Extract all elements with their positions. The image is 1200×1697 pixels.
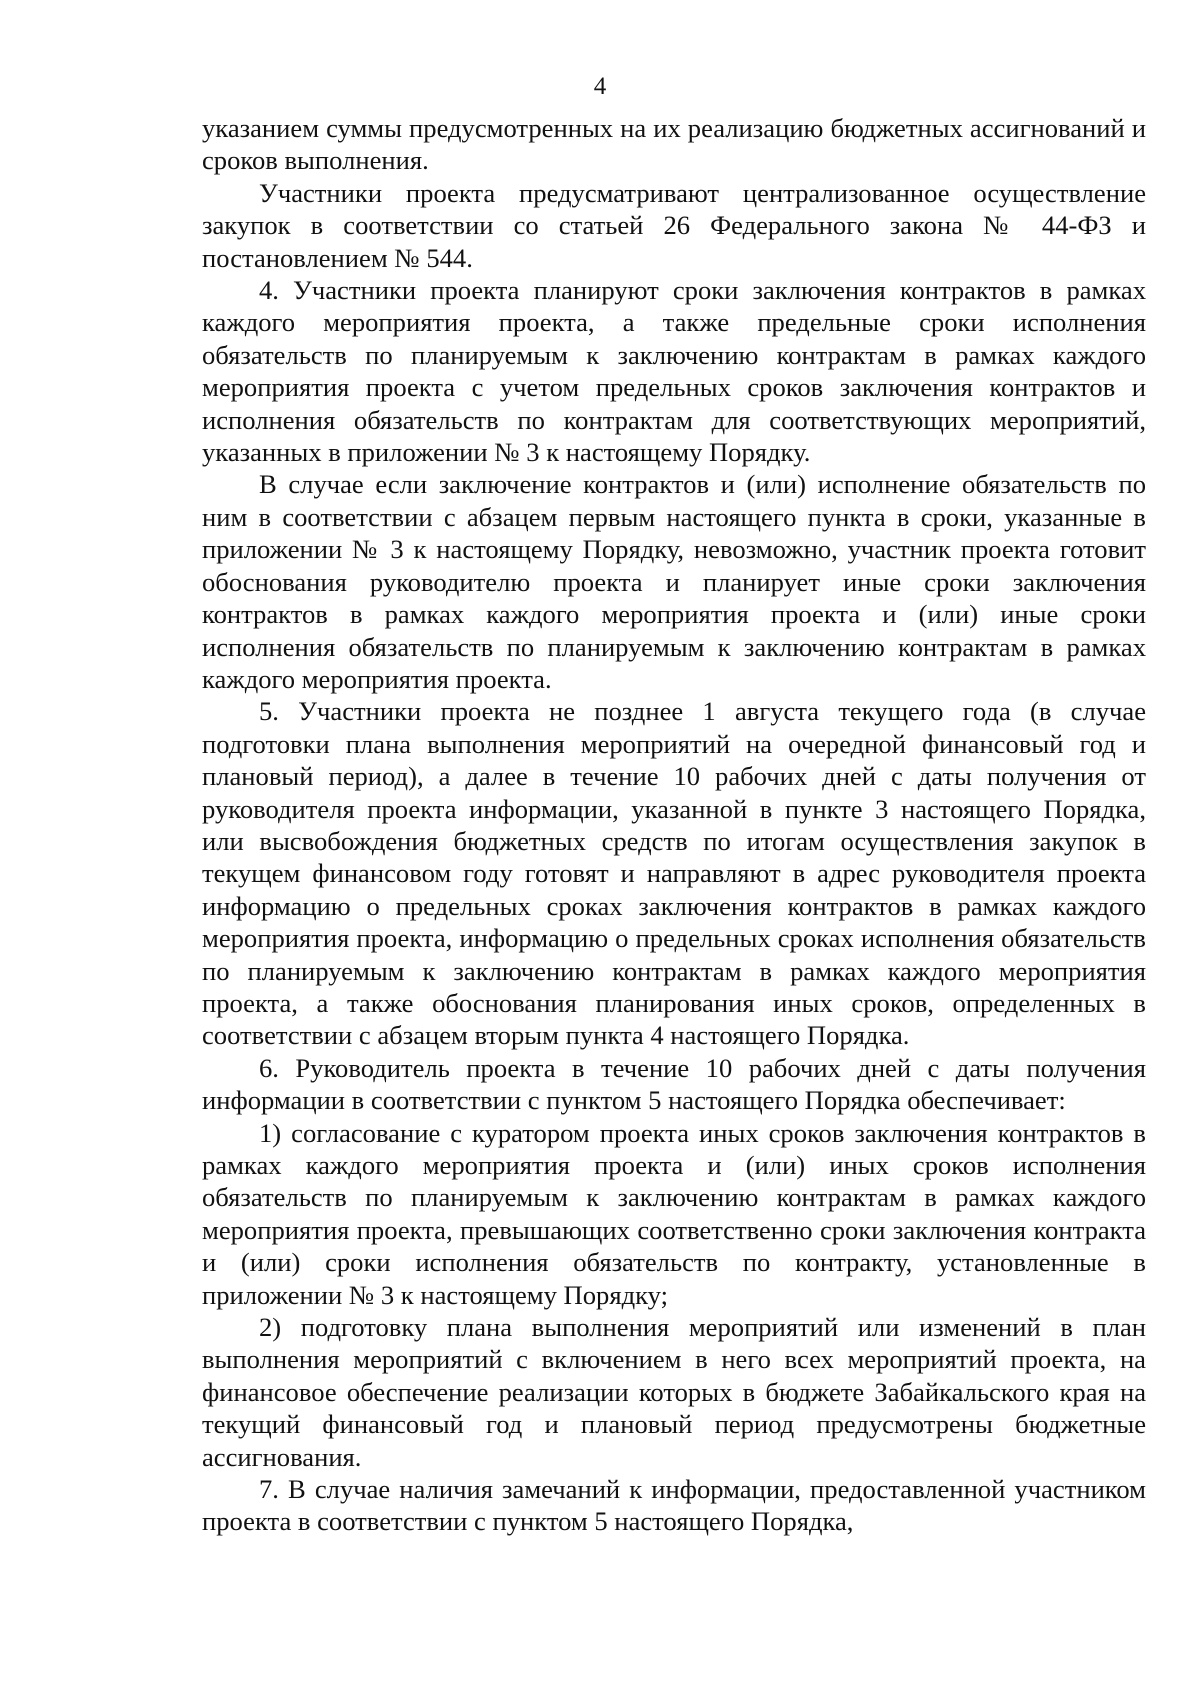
paragraph-item-6: 6. Руководитель проекта в течение 10 рабочих дней с даты получения информации в соответствии с пунктом 5 настоящего Порядка обеспечивает: [202, 1052, 1146, 1116]
paragraph-continuation: указанием суммы предусмотренных на их реализацию бюджетных ассигнований и сроков выполнения. [202, 113, 1146, 176]
paragraph-item-4-exception: В случае если заключение контрактов и (или) исполнение обязательств по ним в соответствии с абзацем первым настоящего пункта в сроки, указанные в приложении № 3 к настоящему Порядку, невозможно, участник проекта готовит обоснования руководителю проекта и планирует иные сроки заключения контрактов в рамках каждого мероприятия проекта и (или) иные сроки исполнения обязательств по планируемым к заключению контрактам в рамках каждого мероприятия проекта. [202, 469, 1146, 694]
paragraph-item-6-subitem-2: 2) подготовку плана выполнения мероприятий или изменений в план выполнения мероприятий с включением в него всех мероприятий проекта, на финансовое обеспечение реализации которых в бюджете Забайкальского края на текущий финансовый год и плановый период предусмотрены бюджетные ассигнования. [202, 1312, 1146, 1472]
page-number: 4 [593, 73, 607, 100]
paragraph-item-4: 4. Участники проекта планируют сроки заключения контрактов в рамках каждого мероприятия проекта, а также предельные сроки исполнения обязательств по планируемым к заключению контрактам в рамках каждого мероприятия проекта с учетом предельных сроков заключения контрактов и исполнения обязательств по контрактам для соответствующих мероприятий, указанных в приложении № 3 к настоящему Порядку. [202, 275, 1146, 468]
paragraph-item-7: 7. В случае наличия замечаний к информации, предоставленной участником проекта в соответствии с пунктом 5 настоящего Порядка, [202, 1474, 1146, 1537]
document-body [202, 112, 1146, 1538]
paragraph-item-5: 5. Участники проекта не позднее 1 августа текущего года (в случае подготовки плана выполнения мероприятий на очередной финансовый год и плановый период), а далее в течение 10 рабочих дней с даты получения от руководителя проекта информации, указанной в пункте 3 настоящего Порядка, или высвобождения бюджетных средств по итогам осуществления закупок в текущем финансовом году готовят и направляют в адрес руководителя проекта информацию о предельных сроках заключения контрактов в рамках каждого мероприятия проекта, информацию о предельных сроках исполнения обязательств по планируемым к заключению контрактам в рамках каждого мероприятия проекта, а также обоснования планирования иных сроков, определенных в соответствии с абзацем вторым пункта 4 настоящего Порядка. [202, 696, 1146, 1051]
paragraph-centralized-procurement: Участники проекта предусматривают централизованное осуществление закупок в соответствии со статьей 26 Федерального закона № 44-ФЗ и постановлением № 544. [202, 177, 1146, 273]
paragraph-item-6-subitem-1: 1) согласование с куратором проекта иных сроков заключения контрактов в рамках каждого мероприятия проекта и (или) иных сроков исполнения обязательств по планируемым к заключению контрактам в рамках каждого мероприятия проекта, превышающих соответственно сроки заключения контракта и (или) сроки исполнения обязательств по контракту, установленные в приложении № 3 к настоящему Порядку; [202, 1117, 1146, 1310]
